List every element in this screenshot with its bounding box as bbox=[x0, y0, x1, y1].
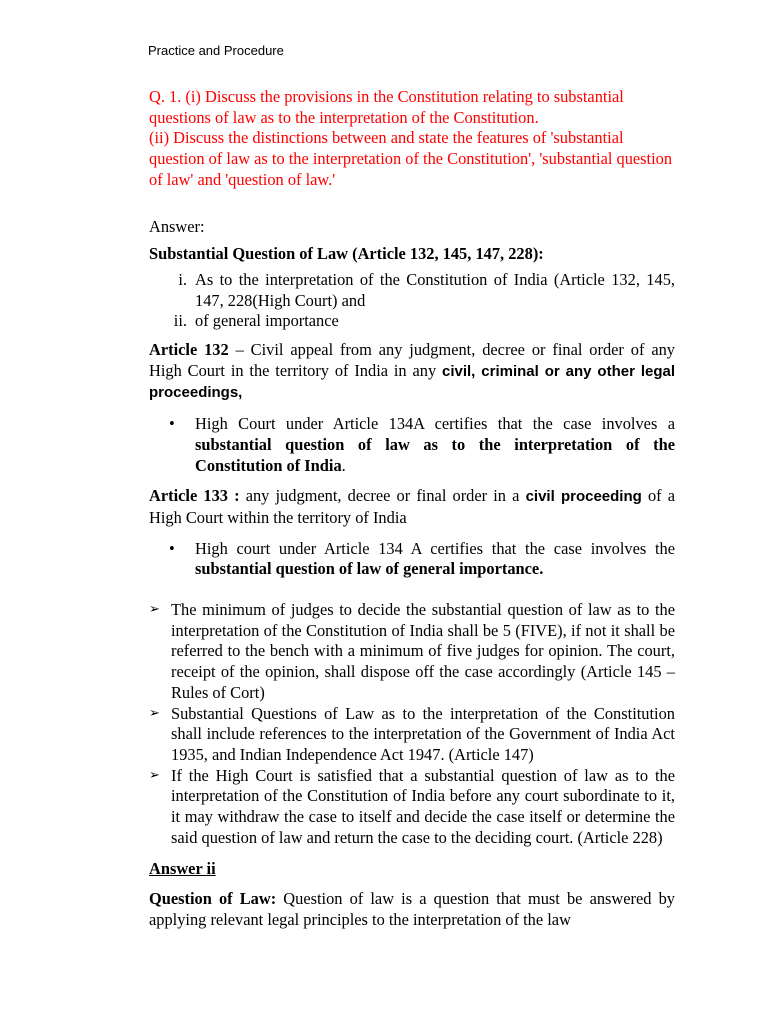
arrow-item-text: If the High Court is satisfied that a substantial question of law as to the interpretation of the Constitution of India before any court subordinate to it, it may withdraw the case to itself and decide the case itself or determine the said question of law and return the case to the deciding court. (Article 228) bbox=[171, 765, 675, 847]
running-header: Practice and Procedure bbox=[148, 43, 284, 58]
list-text: As to the interpretation of the Constitution of India (Article 132, 145, 147, 228(High Court) and bbox=[195, 269, 675, 310]
roman-list bbox=[149, 270, 675, 332]
article-133-paragraph bbox=[149, 486, 675, 528]
arrow-list bbox=[149, 600, 675, 848]
question-part-1: Q. 1. (i) Discuss the provisions in the Constitution relating to substantial questions of law as to the interpretation of the Constitution. bbox=[149, 87, 624, 127]
answer-label: Answer: bbox=[149, 216, 205, 236]
answer-ii-heading: Answer ii bbox=[149, 858, 216, 878]
list-item bbox=[149, 311, 675, 332]
list-number: i. bbox=[178, 269, 187, 289]
bullet-bold: substantial question of law of general importance. bbox=[195, 559, 544, 579]
list-item bbox=[149, 270, 675, 311]
arrow-bullet-icon: ➢ bbox=[149, 602, 160, 618]
list-item bbox=[149, 766, 675, 849]
arrow-item-text: The minimum of judges to decide the substantial question of law as to the interpretation of the Constitution of India shall be 5 (FIVE), if not it shall be referred to the bench with a minimum of five judges for opinion. The court, receipt of the opinion, shall dispose off the case accordingly (Article 145 – Rules of Cort) bbox=[171, 600, 675, 702]
article-133-bold: civil proceeding bbox=[525, 488, 642, 506]
list-item bbox=[149, 600, 675, 704]
bullet-icon: • bbox=[169, 414, 175, 434]
bullet-plain: High Court under Article 134A certifies that the case involves a bbox=[195, 414, 675, 434]
bullet-icon: • bbox=[169, 538, 175, 558]
article-132-title: Article 132 bbox=[149, 340, 229, 360]
bullet-end: . bbox=[341, 455, 346, 475]
article-133-bullet bbox=[169, 539, 675, 580]
arrow-bullet-icon: ➢ bbox=[149, 705, 160, 721]
document-body bbox=[149, 87, 675, 931]
article-133-title: Article 133 : bbox=[149, 486, 240, 506]
arrow-bullet-icon: ➢ bbox=[149, 767, 160, 783]
arrow-item-text: Substantial Questions of Law as to the interpretation of the Constitution shall include references to the interpretation of the Government of India Act 1935, and Indian Independence Act 1947. (Article 147) bbox=[171, 703, 675, 764]
question-block bbox=[149, 87, 675, 191]
article-133-text: any judgment, decree or final order in a bbox=[239, 486, 526, 506]
bullet-text bbox=[195, 539, 675, 580]
article-132-text: – Civil appeal from any judgment, decree or final order of any High Court in the territory of India in any bbox=[149, 340, 675, 380]
sql-heading: Substantial Question of Law (Article 132, 145, 147, 228): bbox=[149, 244, 544, 264]
question-of-law-paragraph bbox=[149, 889, 675, 930]
article-132-bullet bbox=[169, 414, 675, 476]
bullet-bold: substantial question of law as to the interpretation of the Constitution of India bbox=[195, 434, 675, 475]
bullet-text bbox=[195, 414, 675, 476]
list-number: ii. bbox=[173, 311, 187, 331]
article-133-text2: of a High Court within the territory of India bbox=[149, 486, 676, 527]
bullet-plain: High court under Article 134 A certifies that the case involves the bbox=[195, 538, 675, 558]
qol-text: Question of law is a question that must be answered by applying relevant legal principles to the interpretation of the law bbox=[149, 889, 675, 929]
article-132-bold: civil, criminal or any other legal proceedings, bbox=[149, 362, 676, 402]
qol-title: Question of Law: bbox=[149, 889, 277, 909]
list-item bbox=[149, 704, 675, 766]
question-part-2: (ii) Discuss the distinctions between and state the features of 'substantial question of law as to the interpretation of the Constitution', 'substantial question of law' and 'question of law.' bbox=[149, 128, 673, 189]
list-text: of general importance bbox=[195, 311, 339, 331]
article-132-paragraph bbox=[149, 340, 675, 404]
